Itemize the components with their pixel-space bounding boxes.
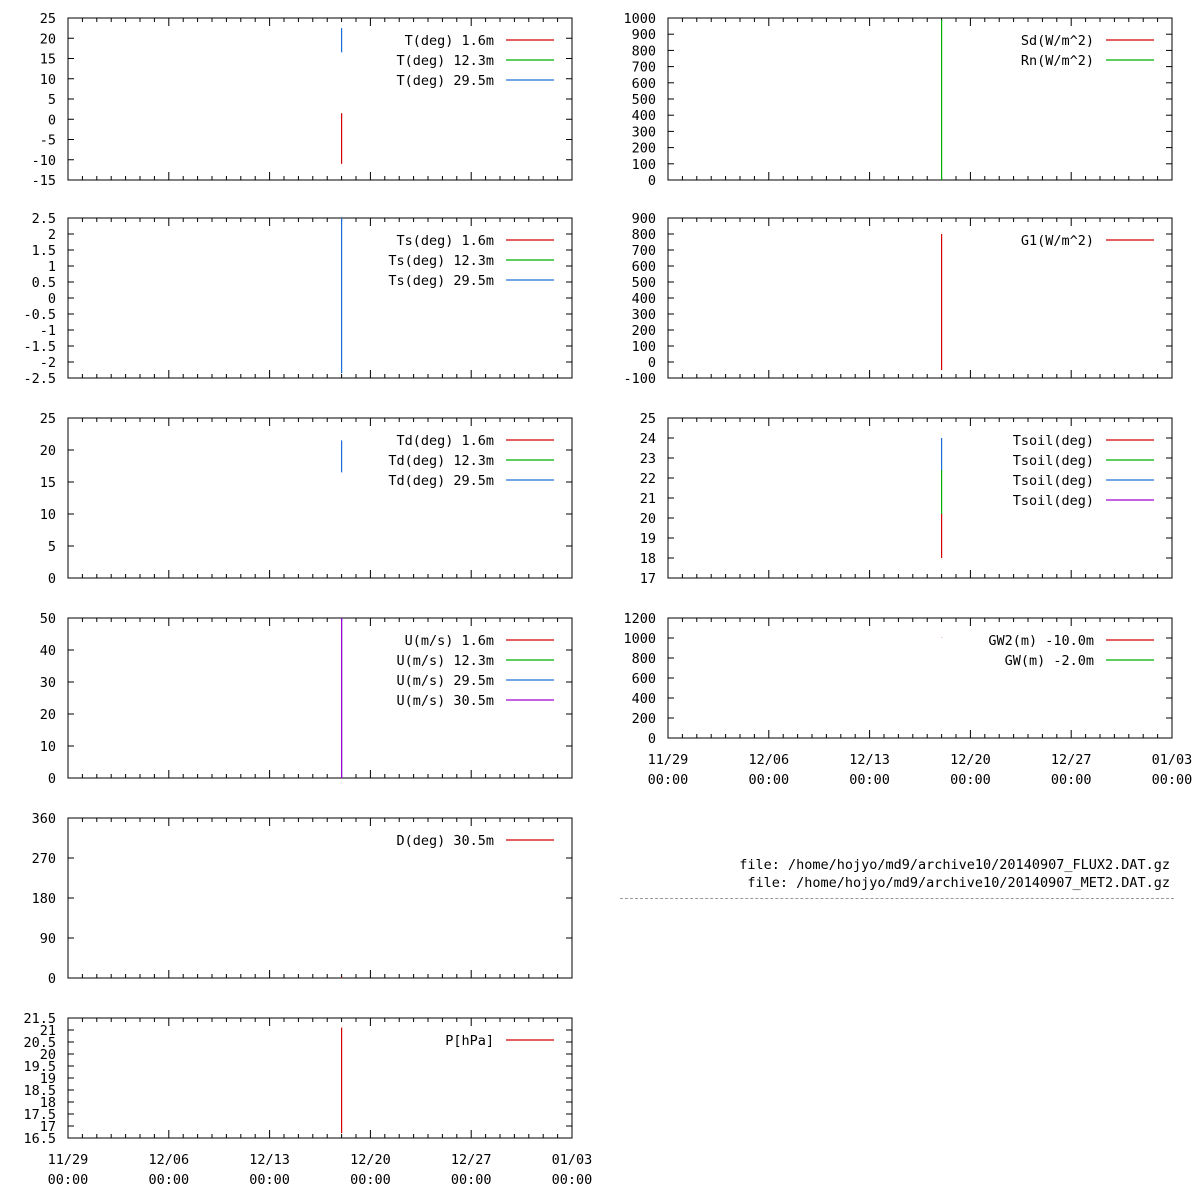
legend-label: GW(m) -2.0m — [1004, 653, 1094, 669]
y-tick-label: -15 — [31, 173, 56, 189]
x-tick-time-label: 00:00 — [647, 772, 689, 788]
legend-label: Td(deg) 12.3m — [388, 453, 494, 469]
y-tick-label: 400 — [631, 291, 656, 307]
y-tick-label: 21 — [639, 491, 656, 507]
y-tick-label: 20 — [39, 443, 56, 459]
y-tick-label: -100 — [623, 371, 656, 387]
y-tick-label: 1000 — [623, 11, 656, 27]
y-tick-label: 25 — [39, 411, 56, 427]
y-tick-label: 700 — [631, 243, 656, 259]
plot-frame — [68, 1018, 572, 1138]
y-tick-label: 800 — [631, 43, 656, 60]
y-tick-label: 10 — [39, 507, 56, 523]
legend-label: Sd(W/m^2) — [1020, 33, 1094, 49]
y-tick-label: 900 — [631, 27, 656, 44]
y-tick-label: 2.5 — [31, 211, 56, 227]
legend-label: U(m/s) 29.5m — [396, 673, 494, 689]
legend-label: Rn(W/m^2) — [1020, 53, 1094, 69]
y-tick-label: 100 — [631, 156, 656, 173]
y-tick-label: -1.5 — [23, 339, 56, 355]
x-tick-time-label: 00:00 — [47, 1172, 89, 1188]
plot-frame — [668, 218, 1172, 378]
legend-label: D(deg) 30.5m — [396, 833, 494, 849]
x-tick-time-label: 00:00 — [450, 1172, 492, 1188]
y-tick-label: 30 — [39, 675, 56, 691]
y-tick-label: -0.5 — [23, 307, 56, 323]
y-tick-label: 19.5 — [23, 1059, 56, 1075]
x-tick-label: 01/03 — [1151, 752, 1193, 768]
y-tick-label: 0 — [647, 355, 656, 371]
legend-label: Ts(deg) 29.5m — [388, 273, 494, 289]
y-tick-label: 20 — [39, 31, 56, 48]
y-tick-label: 15 — [39, 475, 56, 491]
y-tick-label: -5 — [39, 132, 56, 149]
x-tick-time-label: 00:00 — [748, 772, 790, 788]
y-tick-label: 19 — [39, 1071, 56, 1087]
y-tick-label: 0 — [47, 291, 56, 307]
y-tick-label: 1.5 — [31, 243, 56, 259]
y-tick-label: 25 — [39, 11, 56, 27]
y-tick-label: 50 — [39, 611, 56, 627]
legend-label: P[hPa] — [445, 1033, 494, 1049]
y-tick-label: 17 — [39, 1119, 56, 1135]
x-tick-time-label: 00:00 — [350, 1172, 391, 1188]
legend-label: Ts(deg) 1.6m — [396, 233, 494, 249]
x-tick-time-label: 00:00 — [1050, 772, 1092, 788]
y-tick-label: 18 — [39, 1095, 56, 1111]
legend-label: G1(W/m^2) — [1020, 233, 1094, 249]
y-tick-label: 21 — [39, 1023, 56, 1039]
x-tick-label: 12/06 — [148, 1152, 190, 1168]
y-tick-label: 10 — [39, 71, 56, 88]
y-tick-label: 0 — [647, 173, 656, 189]
y-tick-label: 360 — [31, 811, 56, 827]
met-file-label: file: /home/hojyo/md9/archive10/20140907_MET2.DAT.gz — [747, 875, 1170, 891]
y-tick-label: 200 — [631, 140, 656, 157]
y-tick-label: 0 — [47, 771, 56, 787]
x-tick-time-label: 00:00 — [551, 1172, 593, 1188]
y-tick-label: 180 — [31, 891, 56, 907]
y-tick-label: 24 — [639, 431, 656, 447]
legend-label: T(deg) 12.3m — [396, 53, 494, 69]
y-tick-label: 300 — [631, 124, 656, 141]
y-tick-label: 400 — [631, 108, 656, 125]
plot-frame — [68, 618, 572, 778]
legend-label: Tsoil(deg) — [1012, 493, 1094, 509]
y-tick-label: 17.5 — [23, 1107, 56, 1123]
y-tick-label: 5 — [47, 92, 56, 108]
y-tick-label: 800 — [631, 227, 656, 243]
y-tick-label: 18.5 — [23, 1083, 56, 1099]
x-tick-label: 12/06 — [748, 752, 790, 768]
legend-label: Td(deg) 1.6m — [396, 433, 494, 449]
x-tick-label: 12/13 — [849, 752, 890, 768]
x-tick-label: 12/27 — [450, 1152, 492, 1168]
legend-label: T(deg) 29.5m — [396, 73, 494, 89]
x-tick-time-label: 00:00 — [249, 1172, 290, 1188]
y-tick-label: 20 — [639, 511, 656, 527]
flux-file-label: file: /home/hojyo/md9/archive10/20140907_FLUX2.DAT.gz — [739, 857, 1170, 873]
y-tick-label: -10 — [31, 152, 56, 169]
y-tick-label: 0 — [647, 731, 656, 747]
x-tick-time-label: 00:00 — [148, 1172, 190, 1188]
plot-frame — [668, 418, 1172, 578]
y-tick-label: 17 — [639, 571, 656, 587]
plot-frame — [68, 18, 572, 180]
source-files — [739, 856, 1170, 892]
legend-label: U(m/s) 12.3m — [396, 653, 494, 669]
legend-label: Td(deg) 29.5m — [388, 473, 494, 489]
y-tick-label: 400 — [631, 691, 656, 707]
y-tick-label: 19 — [639, 531, 656, 547]
x-tick-label: 12/20 — [950, 752, 991, 768]
legend-label: Ts(deg) 12.3m — [388, 253, 494, 269]
y-tick-label: 18 — [639, 551, 656, 567]
legend-label: GW2(m) -10.0m — [988, 633, 1094, 649]
y-tick-label: 20.5 — [23, 1035, 56, 1051]
x-tick-label: 12/27 — [1050, 752, 1092, 768]
plot-frame — [68, 418, 572, 578]
y-tick-label: 600 — [631, 671, 656, 687]
y-tick-label: -1 — [39, 323, 56, 339]
y-tick-label: 270 — [31, 851, 56, 867]
legend-label: U(m/s) 30.5m — [396, 693, 494, 709]
y-tick-label: 200 — [631, 323, 656, 339]
y-tick-label: 5 — [47, 539, 56, 555]
x-tick-label: 01/03 — [551, 1152, 593, 1168]
y-tick-label: 0 — [47, 971, 56, 987]
y-tick-label: 1200 — [623, 611, 656, 627]
y-tick-label: 0.5 — [31, 275, 56, 291]
y-tick-label: 1 — [47, 259, 56, 275]
y-tick-label: 25 — [639, 411, 656, 427]
plot-frame — [668, 18, 1172, 180]
y-tick-label: 40 — [39, 643, 56, 659]
legend-label: Tsoil(deg) — [1012, 433, 1094, 449]
y-tick-label: 200 — [631, 711, 656, 727]
y-tick-label: 600 — [631, 259, 656, 275]
y-tick-label: 10 — [39, 739, 56, 755]
y-tick-label: 90 — [39, 931, 56, 947]
y-tick-label: 700 — [631, 59, 656, 76]
y-tick-label: 300 — [631, 307, 656, 323]
legend-label: Tsoil(deg) — [1012, 473, 1094, 489]
y-tick-label: 21.5 — [23, 1011, 56, 1027]
y-tick-label: -2 — [39, 355, 56, 371]
y-tick-label: 20 — [39, 1047, 56, 1063]
x-tick-label: 11/29 — [47, 1152, 89, 1168]
y-tick-label: -2.5 — [23, 371, 56, 387]
x-tick-time-label: 00:00 — [849, 772, 890, 788]
y-tick-label: 500 — [631, 92, 656, 108]
y-tick-label: 22 — [639, 471, 656, 487]
legend-label: T(deg) 1.6m — [404, 33, 494, 49]
x-tick-label: 12/13 — [249, 1152, 290, 1168]
plot-frame — [68, 218, 572, 378]
y-tick-label: 15 — [39, 51, 56, 68]
y-tick-label: 100 — [631, 339, 656, 355]
y-tick-label: 800 — [631, 651, 656, 667]
y-tick-label: 900 — [631, 211, 656, 227]
y-tick-label: 2 — [47, 227, 56, 243]
legend-label: Tsoil(deg) — [1012, 453, 1094, 469]
y-tick-label: 23 — [639, 451, 656, 467]
legend-label: U(m/s) 1.6m — [404, 633, 494, 649]
y-tick-label: 500 — [631, 275, 656, 291]
y-tick-label: 16.5 — [23, 1131, 56, 1147]
dashed-separator — [620, 898, 1174, 899]
x-tick-time-label: 00:00 — [950, 772, 991, 788]
plot-frame — [68, 818, 572, 978]
x-tick-label: 12/20 — [350, 1152, 391, 1168]
x-tick-time-label: 00:00 — [1151, 772, 1193, 788]
x-tick-label: 11/29 — [647, 752, 689, 768]
plot-frame — [668, 618, 1172, 738]
y-tick-label: 20 — [39, 707, 56, 723]
y-tick-label: 0 — [47, 571, 56, 587]
y-tick-label: 0 — [47, 112, 56, 129]
y-tick-label: 600 — [631, 75, 656, 92]
y-tick-label: 1000 — [623, 631, 656, 647]
